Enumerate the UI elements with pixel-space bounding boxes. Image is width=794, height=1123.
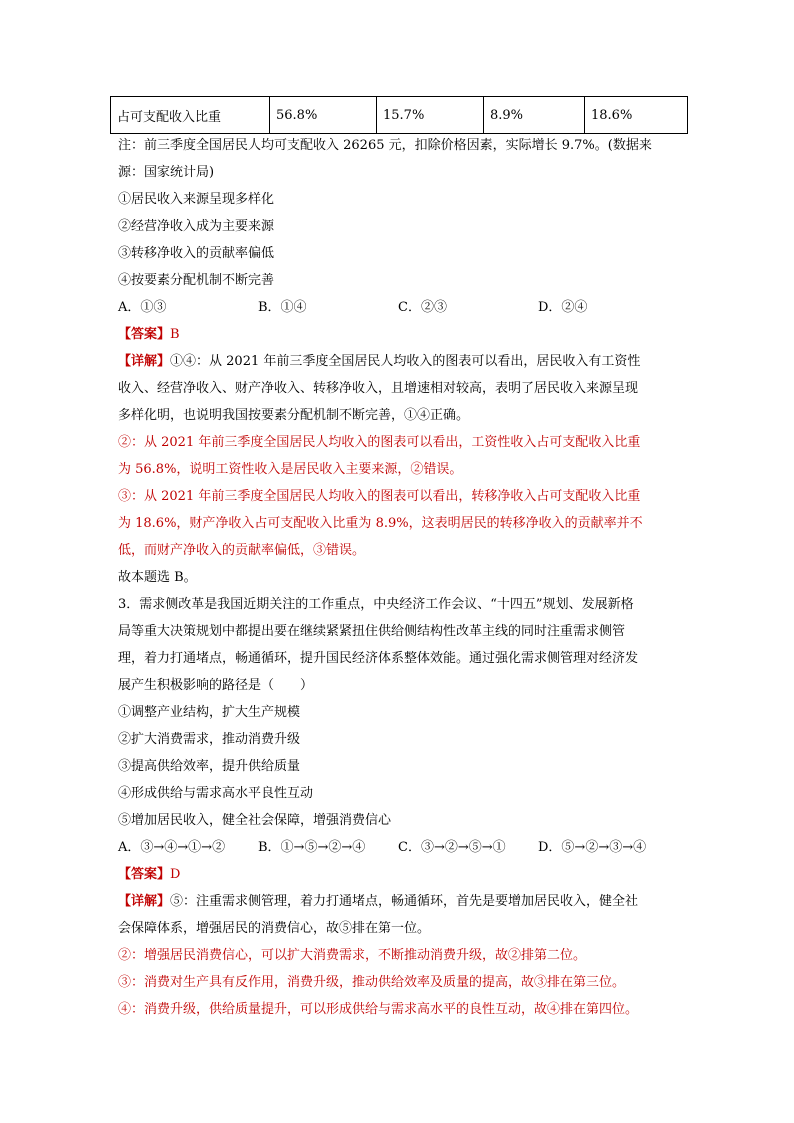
red-detail-line: 为 18.6%，财产净收入占可支配收入比重为 8.9%，这表明居民的转移净收入的贡献率并不 [118, 516, 643, 531]
option-a: A．③→④→①→② [118, 840, 226, 855]
conclusion: 故本题选 B。 [118, 570, 197, 585]
table-cell: 15.7% [377, 97, 484, 134]
option-b: B．①→⑤→②→④ [258, 840, 366, 855]
detail-tag: 【详解】 [118, 354, 171, 369]
answer-value: B [170, 327, 180, 342]
option-a: A．①③ [118, 300, 167, 315]
red-detail-line: 为 56.8%，说明工资性收入是居民收入主要来源，②错误。 [118, 462, 463, 477]
table-cell: 56.8% [270, 97, 377, 134]
statement: ⑤增加居民收入，健全社会保障，增强消费信心 [118, 813, 392, 828]
red-detail-line: ④：消费升级，供给质量提升，可以形成供给与需求高水平的良性互动，故④排在第四位。 [118, 1002, 639, 1017]
detail-line [118, 894, 638, 910]
q3-stem-line: 局等重大决策规划中都提出要在继续紧紧扭住供给侧结构性改革主线的同时注重需求侧管 [118, 624, 626, 639]
statement: ②扩大消费需求，推动消费升级 [118, 732, 301, 747]
statement: ②经营净收入成为主要来源 [118, 219, 275, 234]
statement: ③转移净收入的贡献率偏低 [118, 246, 275, 261]
q3-stem-line: 展产生积极影响的路径是（ ） [118, 678, 314, 693]
statement: ①居民收入来源呈现多样化 [118, 192, 275, 207]
detail-text: ⑤：注重需求侧管理，着力打通堵点，畅通循环，首先是要增加居民收入，健全社 [170, 894, 639, 909]
statement: ③提高供给效率，提升供给质量 [118, 759, 301, 774]
option-d: D．⑤→②→③→④ [538, 840, 647, 855]
note-line: 注：前三季度全国居民人均可支配收入 26265 元，扣除价格因素，实际增长 9.7%。(数据来 [118, 138, 652, 153]
row-label-cell: 占可支配收入比重 [111, 97, 270, 134]
answer-tag: 【答案】 [118, 327, 171, 342]
answer-line [118, 867, 180, 883]
statement: ④按要素分配机制不断完善 [118, 273, 275, 288]
red-detail-line: 低，而财产净收入的贡献率偏低，③错误。 [118, 543, 366, 558]
detail-line: 多样化明，也说明我国按要素分配机制不断完善，①④正确。 [118, 408, 470, 423]
statement: ①调整产业结构，扩大生产规模 [118, 705, 301, 720]
detail-tag: 【详解】 [118, 894, 171, 909]
q3-stem-line: 3．需求侧改革是我国近期关注的工作重点，中央经济工作会议、“十四五”规划、发展新格 [118, 597, 634, 612]
option-b: B．①④ [258, 300, 307, 315]
income-table [110, 96, 688, 134]
answer-value: D [170, 867, 181, 882]
red-detail-line: ③：从 2021 年前三季度全国居民人均收入的图表可以看出，转移净收入占可支配收入比重 [118, 489, 641, 504]
table-cell: 8.9% [484, 97, 585, 134]
red-detail-line: ③：消费对生产具有反作用，消费升级，推动供给效率及质量的提高，故③排在第三位。 [118, 975, 626, 990]
detail-line [118, 354, 640, 370]
option-c: C．②③ [398, 300, 447, 315]
table-cell: 18.6% [585, 97, 688, 134]
detail-line: 收入、经营净收入、财产净收入、转移净收入，且增速相对较高，表明了居民收入来源呈现 [118, 381, 639, 396]
note-line: 源：国家统计局) [118, 165, 215, 180]
options-row [118, 300, 587, 316]
option-d: D．②④ [538, 300, 588, 315]
table-row [111, 97, 688, 134]
answer-tag: 【答案】 [118, 867, 171, 882]
statement: ④形成供给与需求高水平良性互动 [118, 786, 314, 801]
q3-stem-line: 理，着力打通堵点，畅通循环，提升国民经济体系整体效能。通过强化需求侧管理对经济发 [118, 651, 639, 666]
answer-line [118, 327, 180, 343]
option-c: C．③→②→⑤→① [398, 840, 506, 855]
options-row [118, 840, 646, 856]
red-detail-line: ②：增强居民消费信心，可以扩大消费需求，不断推动消费升级，故②排第二位。 [118, 948, 587, 963]
detail-line: 会保障体系，增强居民的消费信心，故⑤排在第一位。 [118, 921, 431, 936]
detail-text: ①④：从 2021 年前三季度全国居民人均收入的图表可以看出，居民收入有工资性 [170, 354, 641, 369]
red-detail-line: ②：从 2021 年前三季度全国居民人均收入的图表可以看出，工资性收入占可支配收入比重 [118, 435, 641, 450]
